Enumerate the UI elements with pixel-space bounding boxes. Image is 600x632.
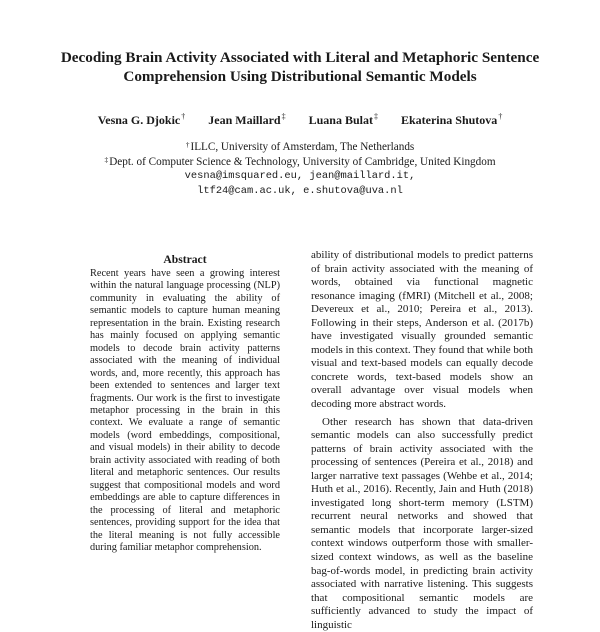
author-name: Vesna G. Djokic <box>97 113 181 127</box>
author-mark: † <box>498 112 503 121</box>
emails-line-2: ltf24@cam.ac.uk, e.shutova@uva.nl <box>197 184 403 197</box>
author-mark: ‡ <box>373 112 378 121</box>
abstract-column <box>90 268 280 588</box>
paper-title <box>40 48 560 86</box>
author-name: Jean Maillard <box>208 113 281 127</box>
author-3 <box>309 113 378 127</box>
affiliation-mark: ‡ <box>104 154 109 164</box>
author-mark: † <box>181 112 186 121</box>
author-name: Ekaterina Shutova <box>400 113 498 127</box>
author-name: Luana Bulat <box>308 113 373 127</box>
affiliation-mark: † <box>185 140 190 149</box>
author-2 <box>208 113 285 127</box>
affiliation-text: Dept. of Computer Science & Technology, University of Cambridge, United Kingdom <box>109 155 496 168</box>
author-1 <box>98 113 186 127</box>
abstract-heading: Abstract <box>163 253 207 266</box>
affiliations <box>40 140 560 198</box>
affiliation-1 <box>40 140 560 155</box>
body-paragraph-1: ability of distributional models to predict patterns of brain activity associated with the meaning of words, obtained via functional magnetic resonance imaging (fMRI) (Mitchell et al., 2008; Devereux et al., 2010; Pereira et al., 2013). Following in their steps, Anderson et al. (2017b) have investigated visually grounded semantic models in this context. They found that while both visual and text-based models can equally decode concrete words, text-based models show an overall advantage over visual models when decoding more abstract words. <box>311 249 533 411</box>
title-line-2: Comprehension Using Distributional Semantic Models <box>123 68 477 85</box>
author-mark: ‡ <box>281 112 286 121</box>
author-list <box>40 113 560 127</box>
emails-line-1: vesna@imsquared.eu, jean@maillard.it, <box>184 170 416 182</box>
affiliation-2 <box>40 155 560 170</box>
title-line-1: Decoding Brain Activity Associated with Literal and Metaphoric Sentence <box>60 49 540 66</box>
abstract-text: Recent years have seen a growing interest within the natural language processing (NLP) community in evaluating the ability of semantic models to capture human meaning representation in the brain. Existing research has mainly focused on applying semantic models to decode brain activity patterns associated with the meaning of individual words, and, more recently, this approach has been extended to sentences and larger text fragments. Our work is the first to investigate metaphor processing in the brain in this context. We evaluate a range of semantic models (word embeddings, compositional, and visual models) in their ability to decode brain activity associated with reading of both literal and metaphoric sentences. Our results suggest that compositional models and word embeddings are able to capture differences in the processing of literal and metaphoric sentences, providing support for the idea that the literal meaning is not fully accessible during familiar metaphor comprehension. <box>90 268 280 553</box>
body-paragraph-2: Other research has shown that data-driven semantic models can also successfully predict patterns of brain activity associated with the processing of sentences (Pereira et al., 2018) and larger narrative text passages (Wehbe et al., 2014; Huth et al., 2016). Recently, Jain and Huth (2018) investigated long short-term memory (LSTM) recurrent neural networks and showed that semantic models that incorporate larger-sized context windows outperform those with smaller-sized context windows, as well as the baseline bag-of-words model, in predicting brain activity associated with narrative listening. This suggests that compositional semantic models are sufficiently advanced to study the impact of linguistic <box>311 415 533 631</box>
author-4 <box>401 113 502 127</box>
affiliation-text: ILLC, University of Amsterdam, The Netherlands <box>190 141 415 153</box>
body-column <box>311 249 533 631</box>
